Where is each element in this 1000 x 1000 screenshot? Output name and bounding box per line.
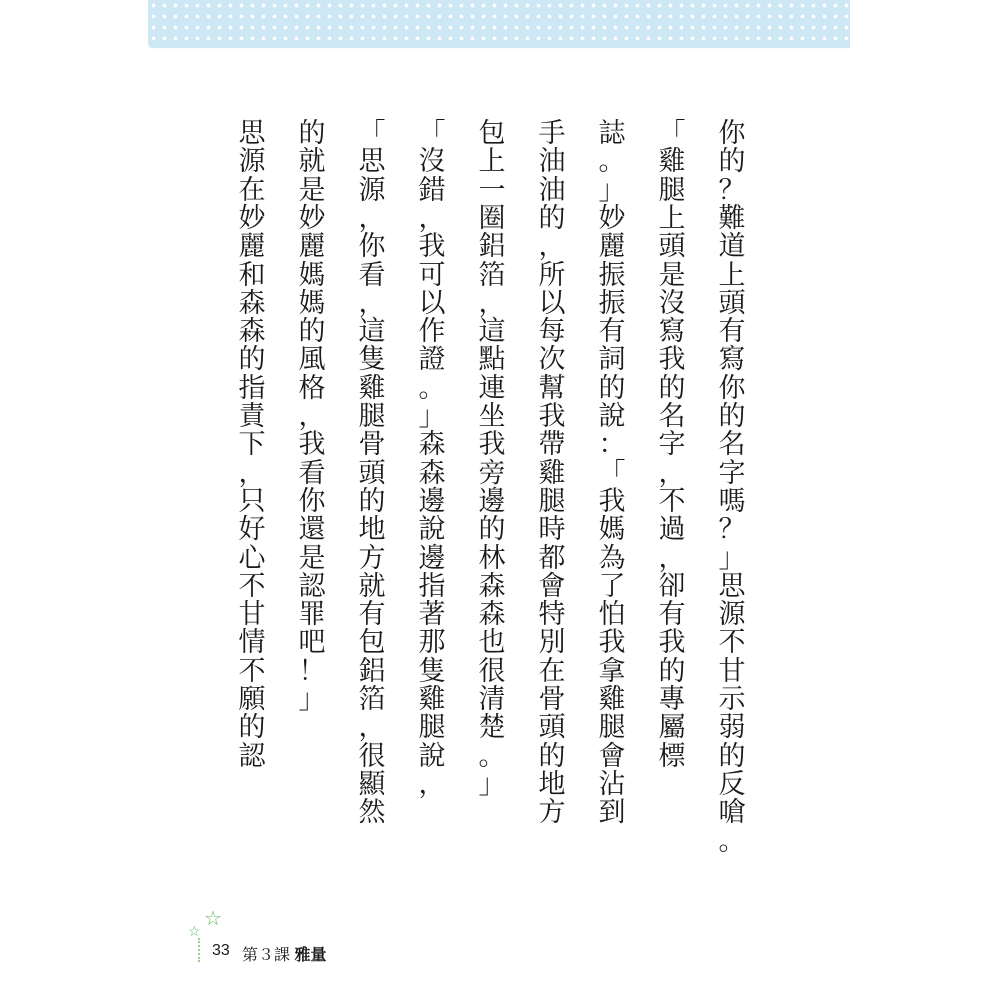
text-char: 專 xyxy=(658,684,686,715)
text-char: 還 xyxy=(298,514,326,546)
text-char: 和 xyxy=(238,259,266,291)
lesson-title: 雅量 xyxy=(294,947,327,964)
text-char: ， xyxy=(478,287,506,319)
text-char: 可 xyxy=(418,259,446,291)
text-char: 示 xyxy=(718,684,746,715)
text-char: 腿 xyxy=(598,712,626,744)
text-char: 林 xyxy=(478,542,506,574)
text-char: ， xyxy=(358,202,386,234)
text-char: 頭 xyxy=(358,457,386,489)
text-char: 寫 xyxy=(718,344,746,376)
text-char: 油 xyxy=(538,146,566,178)
text-char: 我 xyxy=(658,344,686,376)
text-char: 邊 xyxy=(478,485,506,517)
text-char: ， xyxy=(418,768,446,800)
text-char: 「 xyxy=(418,118,446,149)
text-char: ， xyxy=(298,401,326,432)
text-char: 每 xyxy=(538,316,566,348)
text-char: 了 xyxy=(598,570,626,602)
text-char: 有 xyxy=(598,316,626,348)
text-column xyxy=(530,120,582,880)
text-char: 在 xyxy=(538,655,566,687)
text-char: 很 xyxy=(358,740,386,772)
text-char: 思 xyxy=(718,570,746,602)
text-char: 認 xyxy=(298,570,326,602)
text-char: 是 xyxy=(298,542,326,574)
text-char: 這 xyxy=(478,316,506,348)
text-char: 有 xyxy=(358,599,386,631)
text-char: 就 xyxy=(358,570,386,602)
text-char: 箔 xyxy=(358,684,386,715)
text-char: 名 xyxy=(658,401,686,432)
text-char: 地 xyxy=(538,768,566,800)
text-char: 手 xyxy=(538,118,566,149)
text-char: 油 xyxy=(538,174,566,206)
text-char: 的 xyxy=(598,372,626,404)
text-char: 雞 xyxy=(658,146,686,178)
text-char: 妙 xyxy=(298,202,326,234)
text-char: 旁 xyxy=(478,457,506,489)
text-char: 嗆 xyxy=(718,797,746,829)
text-char: 上 xyxy=(478,146,506,178)
text-char: 難 xyxy=(718,202,746,234)
lesson-heading xyxy=(242,942,326,965)
text-char: 詞 xyxy=(598,344,626,376)
text-char: 沒 xyxy=(658,287,686,319)
dotted-divider xyxy=(198,938,203,962)
text-char: 次 xyxy=(538,344,566,376)
text-char: 情 xyxy=(238,627,266,659)
text-char: 振 xyxy=(598,287,626,319)
text-char: 骨 xyxy=(358,429,386,461)
text-char: 為 xyxy=(598,542,626,574)
text-char: 森 xyxy=(418,457,446,489)
text-column xyxy=(590,120,642,880)
text-char: 是 xyxy=(658,259,686,291)
text-char: 你 xyxy=(298,485,326,517)
text-char: 以 xyxy=(418,287,446,319)
text-char: 包 xyxy=(478,118,506,149)
text-char: 說 xyxy=(418,514,446,546)
text-char: 包 xyxy=(358,627,386,659)
text-char: 你 xyxy=(718,372,746,404)
text-char: 嗎 xyxy=(718,485,746,517)
text-char: 不 xyxy=(658,485,686,517)
text-char: 著 xyxy=(418,599,446,631)
text-char: 不 xyxy=(238,655,266,687)
star-icon: ☆ xyxy=(204,906,222,930)
text-char: 反 xyxy=(718,768,746,800)
text-char: 邊 xyxy=(418,485,446,517)
text-char: 圈 xyxy=(478,202,506,234)
text-char: 的 xyxy=(298,316,326,348)
text-char: 作 xyxy=(418,316,446,348)
text-char: 的 xyxy=(658,655,686,687)
text-char: 思 xyxy=(358,146,386,178)
text-column xyxy=(710,120,762,880)
text-char: 指 xyxy=(418,570,446,602)
text-char: 時 xyxy=(538,514,566,546)
text-char: 你 xyxy=(718,118,746,149)
text-char: 隻 xyxy=(358,344,386,376)
text-char: 拿 xyxy=(598,655,626,687)
text-column xyxy=(290,120,342,880)
text-char: 森 xyxy=(238,287,266,319)
text-char: 麗 xyxy=(598,231,626,263)
text-char: 「 xyxy=(658,118,686,149)
text-column xyxy=(350,120,402,880)
text-char: 證 xyxy=(418,344,446,376)
text-char: 的 xyxy=(658,372,686,404)
text-char: 雞 xyxy=(358,372,386,404)
text-char: 認 xyxy=(238,740,266,772)
text-char: 森 xyxy=(238,316,266,348)
text-char: 隻 xyxy=(418,655,446,687)
text-char: 的 xyxy=(298,118,326,149)
text-char: 不 xyxy=(718,627,746,659)
text-char: 的 xyxy=(478,514,506,546)
text-char: 我 xyxy=(478,429,506,461)
text-char: 的 xyxy=(718,146,746,178)
text-char: 字 xyxy=(658,429,686,461)
text-char: 你 xyxy=(358,231,386,263)
text-char: ， xyxy=(418,202,446,234)
text-char: 看 xyxy=(358,259,386,291)
text-char: 標 xyxy=(658,740,686,772)
text-char: 我 xyxy=(598,485,626,517)
text-char: 上 xyxy=(718,259,746,291)
text-char: 也 xyxy=(478,627,506,659)
text-char: 的 xyxy=(538,202,566,234)
text-char: 過 xyxy=(658,514,686,546)
text-char: 麗 xyxy=(238,231,266,263)
text-char: 顯 xyxy=(358,768,386,800)
text-char: 一 xyxy=(478,174,506,206)
text-char: 源 xyxy=(718,599,746,631)
text-char: 特 xyxy=(538,599,566,631)
text-char: 「 xyxy=(598,457,626,489)
text-char: 字 xyxy=(718,457,746,489)
text-char: 甘 xyxy=(238,599,266,631)
text-char: 骨 xyxy=(538,684,566,715)
text-char: 媽 xyxy=(298,287,326,319)
text-char: 振 xyxy=(598,259,626,291)
text-char: 我 xyxy=(538,401,566,432)
text-char: 思 xyxy=(238,118,266,149)
text-char: 源 xyxy=(358,174,386,206)
text-char: 道 xyxy=(718,231,746,263)
text-char: 森 xyxy=(418,429,446,461)
text-char: 清 xyxy=(478,684,506,715)
text-char: 吧 xyxy=(298,627,326,659)
text-char: 腿 xyxy=(358,401,386,432)
text-column xyxy=(650,120,702,880)
text-char: 這 xyxy=(358,316,386,348)
text-char: 方 xyxy=(538,797,566,829)
text-char: 的 xyxy=(538,740,566,772)
text-char: 不 xyxy=(238,570,266,602)
text-char: 鋁 xyxy=(358,655,386,687)
text-char: ， xyxy=(358,287,386,319)
text-char: 楚 xyxy=(478,712,506,744)
text-char: 別 xyxy=(538,627,566,659)
text-char: 格 xyxy=(298,372,326,404)
text-char: 我 xyxy=(598,627,626,659)
text-char: 是 xyxy=(298,174,326,206)
text-char: 就 xyxy=(298,146,326,178)
text-char: ！ xyxy=(298,655,326,687)
vertical-text-body xyxy=(190,120,770,880)
text-char: 所 xyxy=(538,259,566,291)
text-char: 下 xyxy=(238,429,266,461)
text-char: 然 xyxy=(358,797,386,829)
text-column xyxy=(230,120,282,880)
text-char: 地 xyxy=(358,514,386,546)
text-char: 責 xyxy=(238,401,266,432)
text-char: 說 xyxy=(598,401,626,432)
text-char: 誌 xyxy=(598,118,626,149)
text-column xyxy=(470,120,522,880)
text-char: 。 xyxy=(478,740,506,772)
text-column xyxy=(410,120,462,880)
text-char: 頭 xyxy=(658,231,686,263)
text-char: 心 xyxy=(238,542,266,574)
text-char: 我 xyxy=(418,231,446,263)
text-char: 箔 xyxy=(478,259,506,291)
text-char: 甘 xyxy=(718,655,746,687)
text-char: ， xyxy=(238,457,266,489)
text-char: ， xyxy=(358,712,386,744)
text-char: 雞 xyxy=(538,457,566,489)
text-char: 到 xyxy=(598,797,626,829)
text-char: 妙 xyxy=(238,202,266,234)
text-char: 沒 xyxy=(418,146,446,178)
text-char: 以 xyxy=(538,287,566,319)
banner-fade xyxy=(148,40,850,50)
text-char: 好 xyxy=(238,514,266,546)
text-char: 只 xyxy=(238,485,266,517)
text-char: 的 xyxy=(238,712,266,744)
text-char: 頭 xyxy=(538,712,566,744)
text-char: 點 xyxy=(478,344,506,376)
star-small-icon: ☆ xyxy=(188,924,201,940)
text-char: ？ xyxy=(718,514,746,546)
text-char: 雞 xyxy=(598,684,626,715)
text-char: 的 xyxy=(358,485,386,517)
text-char: 上 xyxy=(658,202,686,234)
text-char: 罪 xyxy=(298,599,326,631)
text-char: 風 xyxy=(298,344,326,376)
text-char: 。 xyxy=(418,372,446,404)
text-char: ， xyxy=(538,231,566,263)
text-char: ， xyxy=(658,457,686,489)
text-char: 「 xyxy=(358,118,386,149)
text-char: 沾 xyxy=(598,768,626,800)
text-char: 帶 xyxy=(538,429,566,461)
text-char: ， xyxy=(658,542,686,574)
text-char: 」 xyxy=(718,542,746,574)
text-char: 。 xyxy=(598,146,626,178)
text-char: 我 xyxy=(298,429,326,461)
text-char: ： xyxy=(598,429,626,461)
text-char: 的 xyxy=(718,740,746,772)
text-char: 願 xyxy=(238,684,266,715)
text-char: 媽 xyxy=(598,514,626,546)
text-char: 幫 xyxy=(538,372,566,404)
text-char: 」 xyxy=(478,768,506,800)
text-char: 我 xyxy=(658,627,686,659)
text-char: 錯 xyxy=(418,174,446,206)
text-char: 邊 xyxy=(418,542,446,574)
text-char: 鋁 xyxy=(478,231,506,263)
text-char: 頭 xyxy=(718,287,746,319)
text-char: 麗 xyxy=(298,231,326,263)
text-char: 寫 xyxy=(658,316,686,348)
text-char: 腿 xyxy=(418,712,446,744)
text-char: 指 xyxy=(238,372,266,404)
text-char: 」 xyxy=(298,684,326,715)
text-char: 雞 xyxy=(418,684,446,715)
text-char: 媽 xyxy=(298,259,326,291)
page-number: 33 xyxy=(212,942,230,959)
text-char: 看 xyxy=(298,457,326,489)
text-char: 森 xyxy=(478,570,506,602)
text-char: 說 xyxy=(418,740,446,772)
text-char: 怕 xyxy=(598,599,626,631)
text-char: 弱 xyxy=(718,712,746,744)
text-char: 腿 xyxy=(658,174,686,206)
text-char: 腿 xyxy=(538,485,566,517)
text-char: 會 xyxy=(598,740,626,772)
text-char: 的 xyxy=(238,344,266,376)
text-char: 在 xyxy=(238,174,266,206)
lesson-label: 第３課 xyxy=(242,947,291,964)
text-char: ？ xyxy=(718,174,746,206)
text-char: 卻 xyxy=(658,570,686,602)
text-char: 都 xyxy=(538,542,566,574)
text-char: 有 xyxy=(718,316,746,348)
text-char: 名 xyxy=(718,429,746,461)
text-char: 的 xyxy=(718,401,746,432)
text-char: 源 xyxy=(238,146,266,178)
text-char: 妙 xyxy=(598,202,626,234)
text-char: 。 xyxy=(718,825,746,857)
text-char: 」 xyxy=(418,401,446,432)
text-char: 方 xyxy=(358,542,386,574)
text-char: 」 xyxy=(598,174,626,206)
text-char: 會 xyxy=(538,570,566,602)
text-char: 坐 xyxy=(478,401,506,432)
text-char: 森 xyxy=(478,599,506,631)
text-char: 很 xyxy=(478,655,506,687)
text-char: 有 xyxy=(658,599,686,631)
text-char: 那 xyxy=(418,627,446,659)
text-char: 連 xyxy=(478,372,506,404)
text-char: 屬 xyxy=(658,712,686,744)
